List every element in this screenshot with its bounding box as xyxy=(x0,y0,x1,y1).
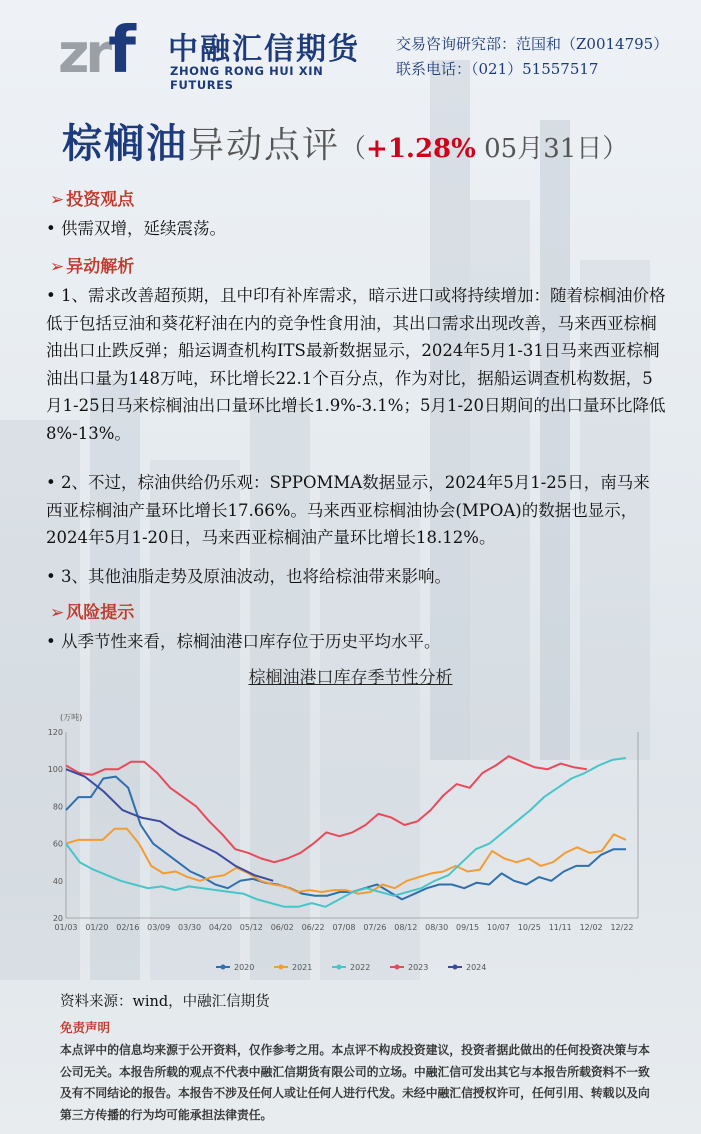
chart-area xyxy=(46,700,658,982)
logo-english-name: ZHONG RONG HUI XIN FUTURES xyxy=(170,64,324,92)
data-source: 资料来源：wind，中融汇信期货 xyxy=(60,994,270,1010)
x-tick-label: 06/22 xyxy=(301,923,325,932)
legend-label-2020: 2020 xyxy=(234,963,255,972)
series-line-2020 xyxy=(66,777,626,900)
analysis-paragraph-3: • 3、其他油脂走势及原油波动，也将给棕油带来影响。 xyxy=(46,567,451,586)
legend-label-2021: 2021 xyxy=(292,963,313,972)
contact-analyst: 交易咨询研究部：范国和（Z0014795） xyxy=(396,35,669,53)
bullet-icon: • xyxy=(46,219,61,238)
disclaimer-heading: 免责声明 xyxy=(60,1020,111,1035)
x-tick-label: 10/07 xyxy=(486,923,510,932)
legend-label-2024: 2024 xyxy=(466,963,487,972)
contact-phone: 联系电话：（021）51557517 xyxy=(396,60,599,78)
title-paren: （ xyxy=(340,134,367,164)
series-line-2023 xyxy=(66,756,587,862)
x-tick-label: 06/02 xyxy=(270,923,294,932)
legend-marker-2020 xyxy=(221,965,226,970)
x-tick-label: 01/03 xyxy=(54,923,78,932)
x-tick-label: 05/12 xyxy=(239,923,263,932)
page-title xyxy=(62,112,628,169)
analysis-paragraph-2: • 2、不过，棕油供给仍乐观：SPPOMMA数据显示，2024年5月1-25日，南马来西亚棕榈油产量环比增长17.66%。马来西亚棕榈油协会(MPOA)的数据也显示，2024年5月1-20日，马来西亚棕榈油产量环比增长18.12%。 xyxy=(46,473,650,547)
x-tick-label: 07/08 xyxy=(332,923,356,932)
section-heading-analysis: ➢ 异动解析 xyxy=(50,257,135,277)
disclaimer-text: 本点评中的信息均来源于公开资料，仅作参考之用。本点评不构成投资建议，投资者据此做出的任何投资决策与本公司无关。本报告所载的观点不代表中融汇信期货有限公司的立场。中融汇信可发出其它与本报告所载资料不一致及有不同结论的报告。本报告不涉及任何人或让任何人进行代发。未经中融汇信授权许可，任何引用、转载以及向第三方传播的行为均可能承担法律责任。 xyxy=(60,1043,650,1122)
x-tick-label: 02/16 xyxy=(116,923,140,932)
x-tick-label: 08/30 xyxy=(425,923,449,932)
logo-mark: zrf xyxy=(58,14,132,88)
x-tick-label: 03/09 xyxy=(147,923,171,932)
x-tick-label: 11/11 xyxy=(548,923,572,932)
x-tick-label: 12/22 xyxy=(610,923,634,932)
title-change-percent: +1.28% xyxy=(366,134,476,164)
legend-marker-2024 xyxy=(453,965,458,970)
legend-label-2023: 2023 xyxy=(408,963,429,972)
series-line-2022 xyxy=(66,758,626,907)
arrow-icon: ➢ xyxy=(50,257,65,277)
section-heading-view: ➢ 投资观点 xyxy=(50,190,135,210)
legend-marker-2021 xyxy=(279,965,284,970)
view-text: • 供需双增，延续震荡。 xyxy=(46,219,226,238)
x-tick-label: 08/12 xyxy=(394,923,418,932)
title-commodity: 棕榈油 xyxy=(62,120,188,167)
x-tick-label: 03/30 xyxy=(178,923,202,932)
legend-marker-2022 xyxy=(337,965,342,970)
bullet-icon: • xyxy=(46,473,61,492)
y-tick-label: 120 xyxy=(47,728,63,737)
legend-marker-2023 xyxy=(395,965,400,970)
bullet-icon: • xyxy=(46,632,61,651)
y-tick-label: 60 xyxy=(52,839,63,849)
x-tick-label: 12/02 xyxy=(579,923,603,932)
x-tick-label: 09/15 xyxy=(456,923,480,932)
x-tick-label: 10/25 xyxy=(517,923,541,932)
line-chart xyxy=(46,700,658,982)
x-tick-label: 07/26 xyxy=(363,923,387,932)
x-tick-label: 01/20 xyxy=(85,923,109,932)
contact-info xyxy=(396,32,668,82)
y-tick-label: 100 xyxy=(47,765,63,775)
logo-chinese-name: 中融汇信期货 xyxy=(168,32,360,67)
y-unit-label: (万吨) xyxy=(60,713,83,722)
arrow-icon: ➢ xyxy=(50,603,65,623)
arrow-icon: ➢ xyxy=(50,190,65,210)
risk-text: • 从季节性来看，棕榈油港口库存位于历史平均水平。 xyxy=(46,632,441,651)
y-tick-label: 40 xyxy=(52,876,63,886)
x-tick-label: 04/20 xyxy=(208,923,232,932)
title-date: 05月31日） xyxy=(475,134,629,164)
bullet-icon: • xyxy=(46,286,61,305)
analysis-paragraph-1: • 1、需求改善超预期，且中印有补库需求，暗示进口或将持续增加：随着棕榈油价格低于包括豆油和葵花籽油在内的竞争性食用油，其出口需求出现改善，马来西亚棕榈油出口止跌反弹；船运调查机构ITS最新数据显示，2024年5月1-31日马来西亚棕榈油出口量为148万吨，环比增长22.1个百分点，作为对比，据船运调查机构数据，5月1-25日马来棕榈油出口量环比增长1.9%-3.1%；5月1-20日期间的出口量环比降低8%-13%。 xyxy=(46,286,666,443)
legend-label-2022: 2022 xyxy=(350,963,371,972)
y-tick-label: 20 xyxy=(52,914,63,923)
title-subject: 异动点评 xyxy=(188,125,341,166)
chart-title: 棕榈油港口库存季节性分析 xyxy=(248,668,453,688)
bullet-icon: • xyxy=(46,567,61,586)
company-logo xyxy=(58,14,378,92)
y-tick-label: 80 xyxy=(52,802,63,812)
section-heading-risk: ➢ 风险提示 xyxy=(50,603,135,623)
